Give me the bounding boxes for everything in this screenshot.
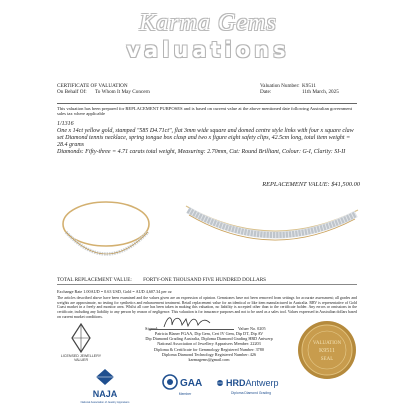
gaa-logo (162, 370, 208, 400)
seal-line-3: SEAL (320, 357, 334, 362)
certificate-title: CERTIFICATE OF VALUATION (57, 83, 128, 89)
qualification-line: Diploma Diamond Technology Registered Number: 426 (161, 351, 257, 357)
valuer-email: karmagems@gmail.com (188, 357, 230, 363)
ljv-line-2: VALUER (73, 358, 89, 362)
hrd-text: HRD (226, 378, 246, 388)
ljv-line-1: LICENSED JEWELLERY (60, 354, 102, 358)
item-diamonds: Diamonds: Fifty-three = 4.71 carats total weight, Measuring: 2.70mm, Cut: Round Brilliant, Colour: G-I, Clarity: SI-II (57, 149, 346, 155)
signed-label: Signed: (145, 326, 159, 331)
necklace-photo (56, 196, 362, 274)
hrd-antwerp-logo (215, 373, 287, 403)
date-row (260, 89, 339, 95)
replacement-notice: This valuation has been prepared for REPLACEMENT PURPOSES and is based on current value at the above mentioned date following Australian government sales tax where applicable (57, 103, 357, 116)
licensed-jewellery-valuer-logo (58, 322, 104, 362)
naja-text: NAJA (92, 389, 118, 399)
total-replacement-value (57, 277, 357, 285)
valuation-number-label: Valuation Number: (260, 83, 300, 89)
replacement-value-amount: $41,500.00 (331, 181, 360, 188)
on-behalf-row (57, 89, 150, 95)
qualification-line: Dip Diamond Grading Australia, Diploma Diamond Grading HRD Antwerp (145, 336, 273, 342)
on-behalf-label: On Behalf Of: (57, 89, 87, 96)
valuer-number: Valuer No. 0205 (238, 326, 266, 331)
logo-subtitle: valuations (126, 38, 290, 62)
valuer-qualifications (135, 331, 283, 362)
gaa-text: GAA (180, 378, 203, 389)
date-label: Date: (260, 89, 272, 96)
replacement-value (0, 181, 360, 188)
date-value: 11th March, 2025 (302, 89, 339, 96)
gaa-subtext: Member (178, 392, 192, 396)
item-description-block (57, 121, 357, 156)
hrd-subtext: Diploma Diamond Grading (231, 391, 271, 395)
qualification-line: Diploma & Certificate for Gemmology Registered Number: 3780 (154, 346, 264, 352)
total-words: FORTY-ONE THOUSAND FIVE HUNDRED DOLLARS (143, 277, 267, 283)
qualification-line: National Association of Jewellery Appraisers Member: 22203 (157, 341, 261, 347)
hrd-antwerp-text: Antwerp (245, 378, 279, 388)
handwritten-signature (160, 313, 220, 331)
legal-disclaimer: The articles described above have been examined and the values given are an expression of opinion. Gemstones have not been removed from settings for accurate assessment; all grades and weights are approximate, no testing for synthetics and enhancement treatment. Retail replacement value for an identical or like item manufactured in Australia. RRV is representative of Gold Coast market in a freely and monitor area. Whilst all care has been taken in making this valuation, no liability is accepted other than to the certificate holder. Any errors or omissions in the certificate, including any liability to any person by reason of negligence. This valuation is for insurance purposes and not to be used as a sales tool. Values expressed in Australian dollars based on current market conditions. (57, 296, 357, 319)
item-description: One x 14ct yellow gold, stamped "585 D4.71ct", flat 3mm wide square and domed centre style links with four x square claw set Diamond tennis necklace, spring tongue box clasp and two x figure eight safety clips, 42.5cm long, total item weight = 28.4 grams (57, 128, 354, 148)
seal-line-1: VALUATION (312, 341, 342, 346)
naja-logo (80, 367, 130, 407)
seal-line-2: K9511 (318, 348, 336, 354)
replacement-value-label: REPLACEMENT VALUE: (262, 181, 330, 188)
on-behalf-value: To Whom It May Concern (95, 89, 150, 96)
total-label: TOTAL REPLACEMENT VALUE: (57, 277, 132, 283)
gold-seal-icon (297, 320, 357, 380)
logo-script-text: Karma Gems (139, 10, 277, 36)
valuation-number: K9511 (302, 83, 316, 89)
naja-subtext: National Association of Jewelry Appraisers (80, 401, 130, 404)
svg-text:HRDAntwerp (226, 378, 279, 388)
certificate-header-right (260, 83, 339, 95)
certificate-header-left (57, 83, 150, 95)
valuer-name: Patricia Blaner FGAA, Dip Gem, Cert IV Gem, Dip DT, Dip AV (154, 331, 264, 336)
exchange-rate: Exchange Rate 1.00AUD = 0.63 USD, Gold = AUD 4,607.34 per oz (57, 289, 172, 294)
item-id: 1/1316 (57, 121, 74, 127)
